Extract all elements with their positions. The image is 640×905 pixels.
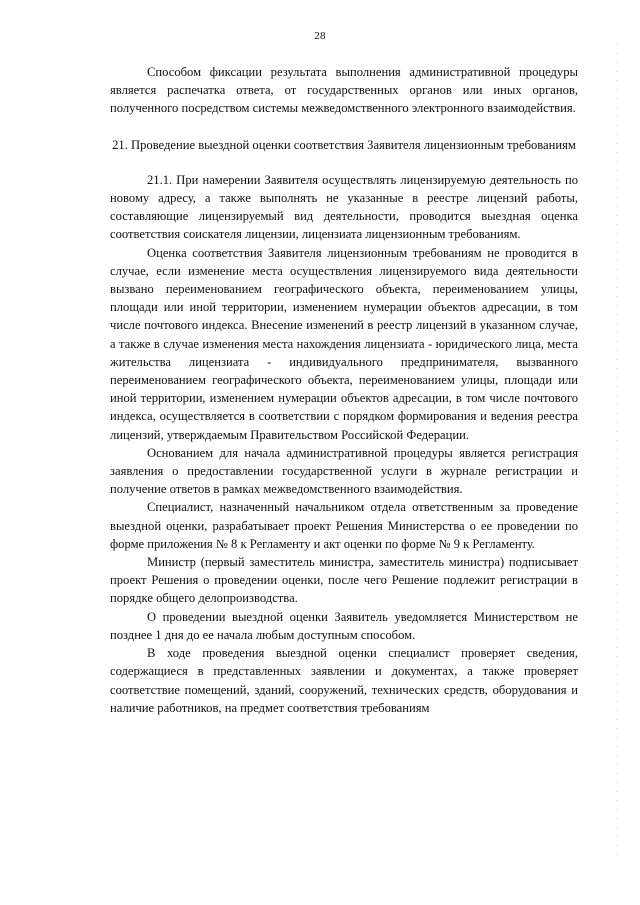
- section-heading-21: 21. Проведение выездной оценки соответствия Заявителя лицензионным требованиям: [112, 137, 576, 152]
- paragraph-specialist-draft: Специалист, назначенный начальником отдела ответственным за проведение выездной оценки, разрабатывает проект Решения Министерства о ее проведении по форме приложения № 8 к Регламенту и акт оценки по форме № 9 к Регламенту.: [110, 500, 578, 551]
- paragraph-procedure-basis: Основанием для начала административной процедуры является регистрация заявления о предоставлении государственной услуги в журнале регистрации и получение ответов в рамках межведомственного взаимодействия.: [110, 445, 578, 497]
- scan-edge-dots: [616, 40, 618, 860]
- paragraph-applicant-notice: О проведении выездной оценки Заявитель уведомляется Министерством не позднее 1 дня до ее начала любым доступным способом.: [110, 609, 578, 642]
- paragraph-minister-signature: Министр (первый заместитель министра, заместитель министра) подписывает проект Решения о проведении оценки, после чего Решение подлежит регистрации в порядке общего делопроизводства.: [110, 555, 578, 606]
- paragraph-fixation-method: Способом фиксации результата выполнения административной процедуры является распечатка ответа, от государственных органов или иных органов, полученного посредством системы межведомственного электронного взаимодействия.: [110, 65, 578, 116]
- paragraph-assessment-exemption: Оценка соответствия Заявителя лицензионным требованиям не проводится в случае, если изменение места осуществления лицензируемого вида деятельности вызвано переименованием географического объекта, переименованием улицы, площади или иной территории, изменением нумерации объектов адресации, в том числе почтового индекса. Внесение изменений в реестр лицензий в указанном случае, а также в случае изменения места нахождения лицензиата - юридического лица, места жительства лицензиата - индивидуального предпринимателя, вызванного переименованием географического объекта, переименованием улицы, площади или иной территории, изменением нумерации объектов адресации, в том числе почтового индекса, осуществляется в соответствии с порядком формирования и ведения реестра лицензий, утверждаемым Правительством Российской Федерации.: [110, 245, 578, 442]
- document-body: [110, 63, 578, 717]
- paragraph-inspection-scope: В ходе проведения выездной оценки специалист проверяет сведения, содержащиеся в представленных заявлении и документах, а также проверяет соответствие помещений, зданий, сооружений, технических средств, оборудования и наличие работников, на предмет соответствия требованиям: [110, 646, 578, 715]
- page-number: 28: [314, 30, 326, 42]
- paragraph-21-1: 21.1. При намерении Заявителя осуществлять лицензируемую деятельность по новому адресу, а также выполнять не указанные в реестре лицензий работы, составляющие лицензируемый вид деятельности, проводится выездная оценка соответствия соискателя лицензии, лицензиата лицензионным требованиям.: [110, 172, 578, 242]
